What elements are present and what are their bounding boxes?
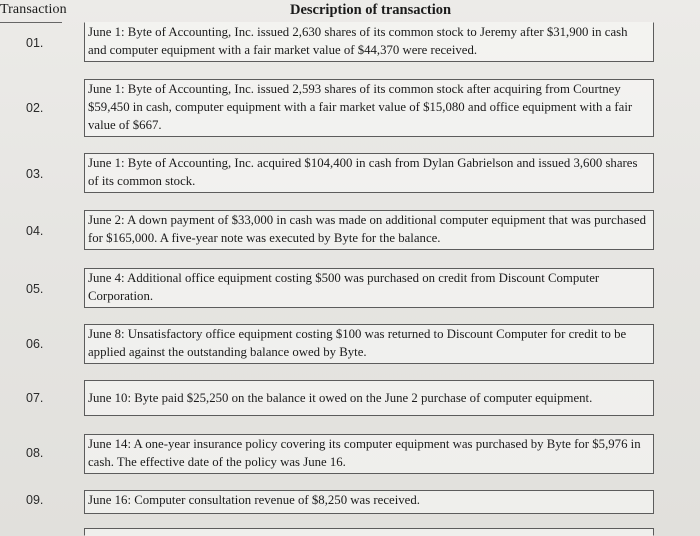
transaction-number: 04. <box>26 224 44 238</box>
transaction-description-box-partial <box>84 528 654 536</box>
transaction-number: 09. <box>26 493 44 507</box>
transaction-column-header: Transaction <box>0 2 67 17</box>
transaction-description: June 1: Byte of Accounting, Inc. issued 2,630 shares of its common stock to Jeremy after $31,900 in cash and computer equipment with a fair market value of $44,370 were received. <box>88 25 628 57</box>
transaction-number: 02. <box>26 101 44 115</box>
transaction-description: June 16: Computer consultation revenue of $8,250 was received. <box>88 493 420 507</box>
transaction-number: 07. <box>26 391 44 405</box>
transaction-number: 08. <box>26 446 44 460</box>
transaction-description-box <box>84 490 654 514</box>
transaction-description: June 10: Byte paid $25,250 on the balance it owed on the June 2 purchase of computer equipment. <box>88 391 593 405</box>
transaction-description-box <box>84 153 654 193</box>
transaction-number: 06. <box>26 337 44 351</box>
transaction-description: June 8: Unsatisfactory office equipment costing $100 was returned to Discount Computer for credit to be applied against the outstanding balance owed by Byte. <box>88 327 627 359</box>
transaction-description: June 1: Byte of Accounting, Inc. issued 2,593 shares of its common stock after acquiring from Courtney $59,450 in cash, computer equipment with a fair market value of $15,080 and office equipment with a fair value of $667. <box>88 82 633 132</box>
transaction-number: 05. <box>26 282 44 296</box>
transaction-description-box <box>84 210 654 250</box>
transaction-description-box <box>84 380 654 416</box>
transaction-number: 03. <box>26 167 44 181</box>
transaction-description: June 1: Byte of Accounting, Inc. acquired $104,400 in cash from Dylan Gabrielson and issued 3,600 shares of its common stock. <box>88 156 638 188</box>
description-column-header: Description of transaction <box>290 2 452 18</box>
transaction-description: June 14: A one-year insurance policy covering its computer equipment was purchased by Byte for $5,976 in cash. The effective date of the policy was June 16. <box>88 437 641 469</box>
transaction-description-box <box>84 268 654 308</box>
transaction-description-box <box>84 434 654 474</box>
header-divider <box>0 22 62 23</box>
transaction-description: June 4: Additional office equipment costing $500 was purchased on credit from Discount Computer Corporation. <box>88 271 600 303</box>
transaction-description-box <box>84 79 654 137</box>
transaction-description: June 2: A down payment of $33,000 in cash was made on additional computer equipment that was purchased for $165,000. A five-year note was executed by Byte for the balance. <box>88 213 646 245</box>
transaction-description-box <box>84 22 654 62</box>
transaction-number: 01. <box>26 36 44 50</box>
transaction-description-box <box>84 324 654 364</box>
